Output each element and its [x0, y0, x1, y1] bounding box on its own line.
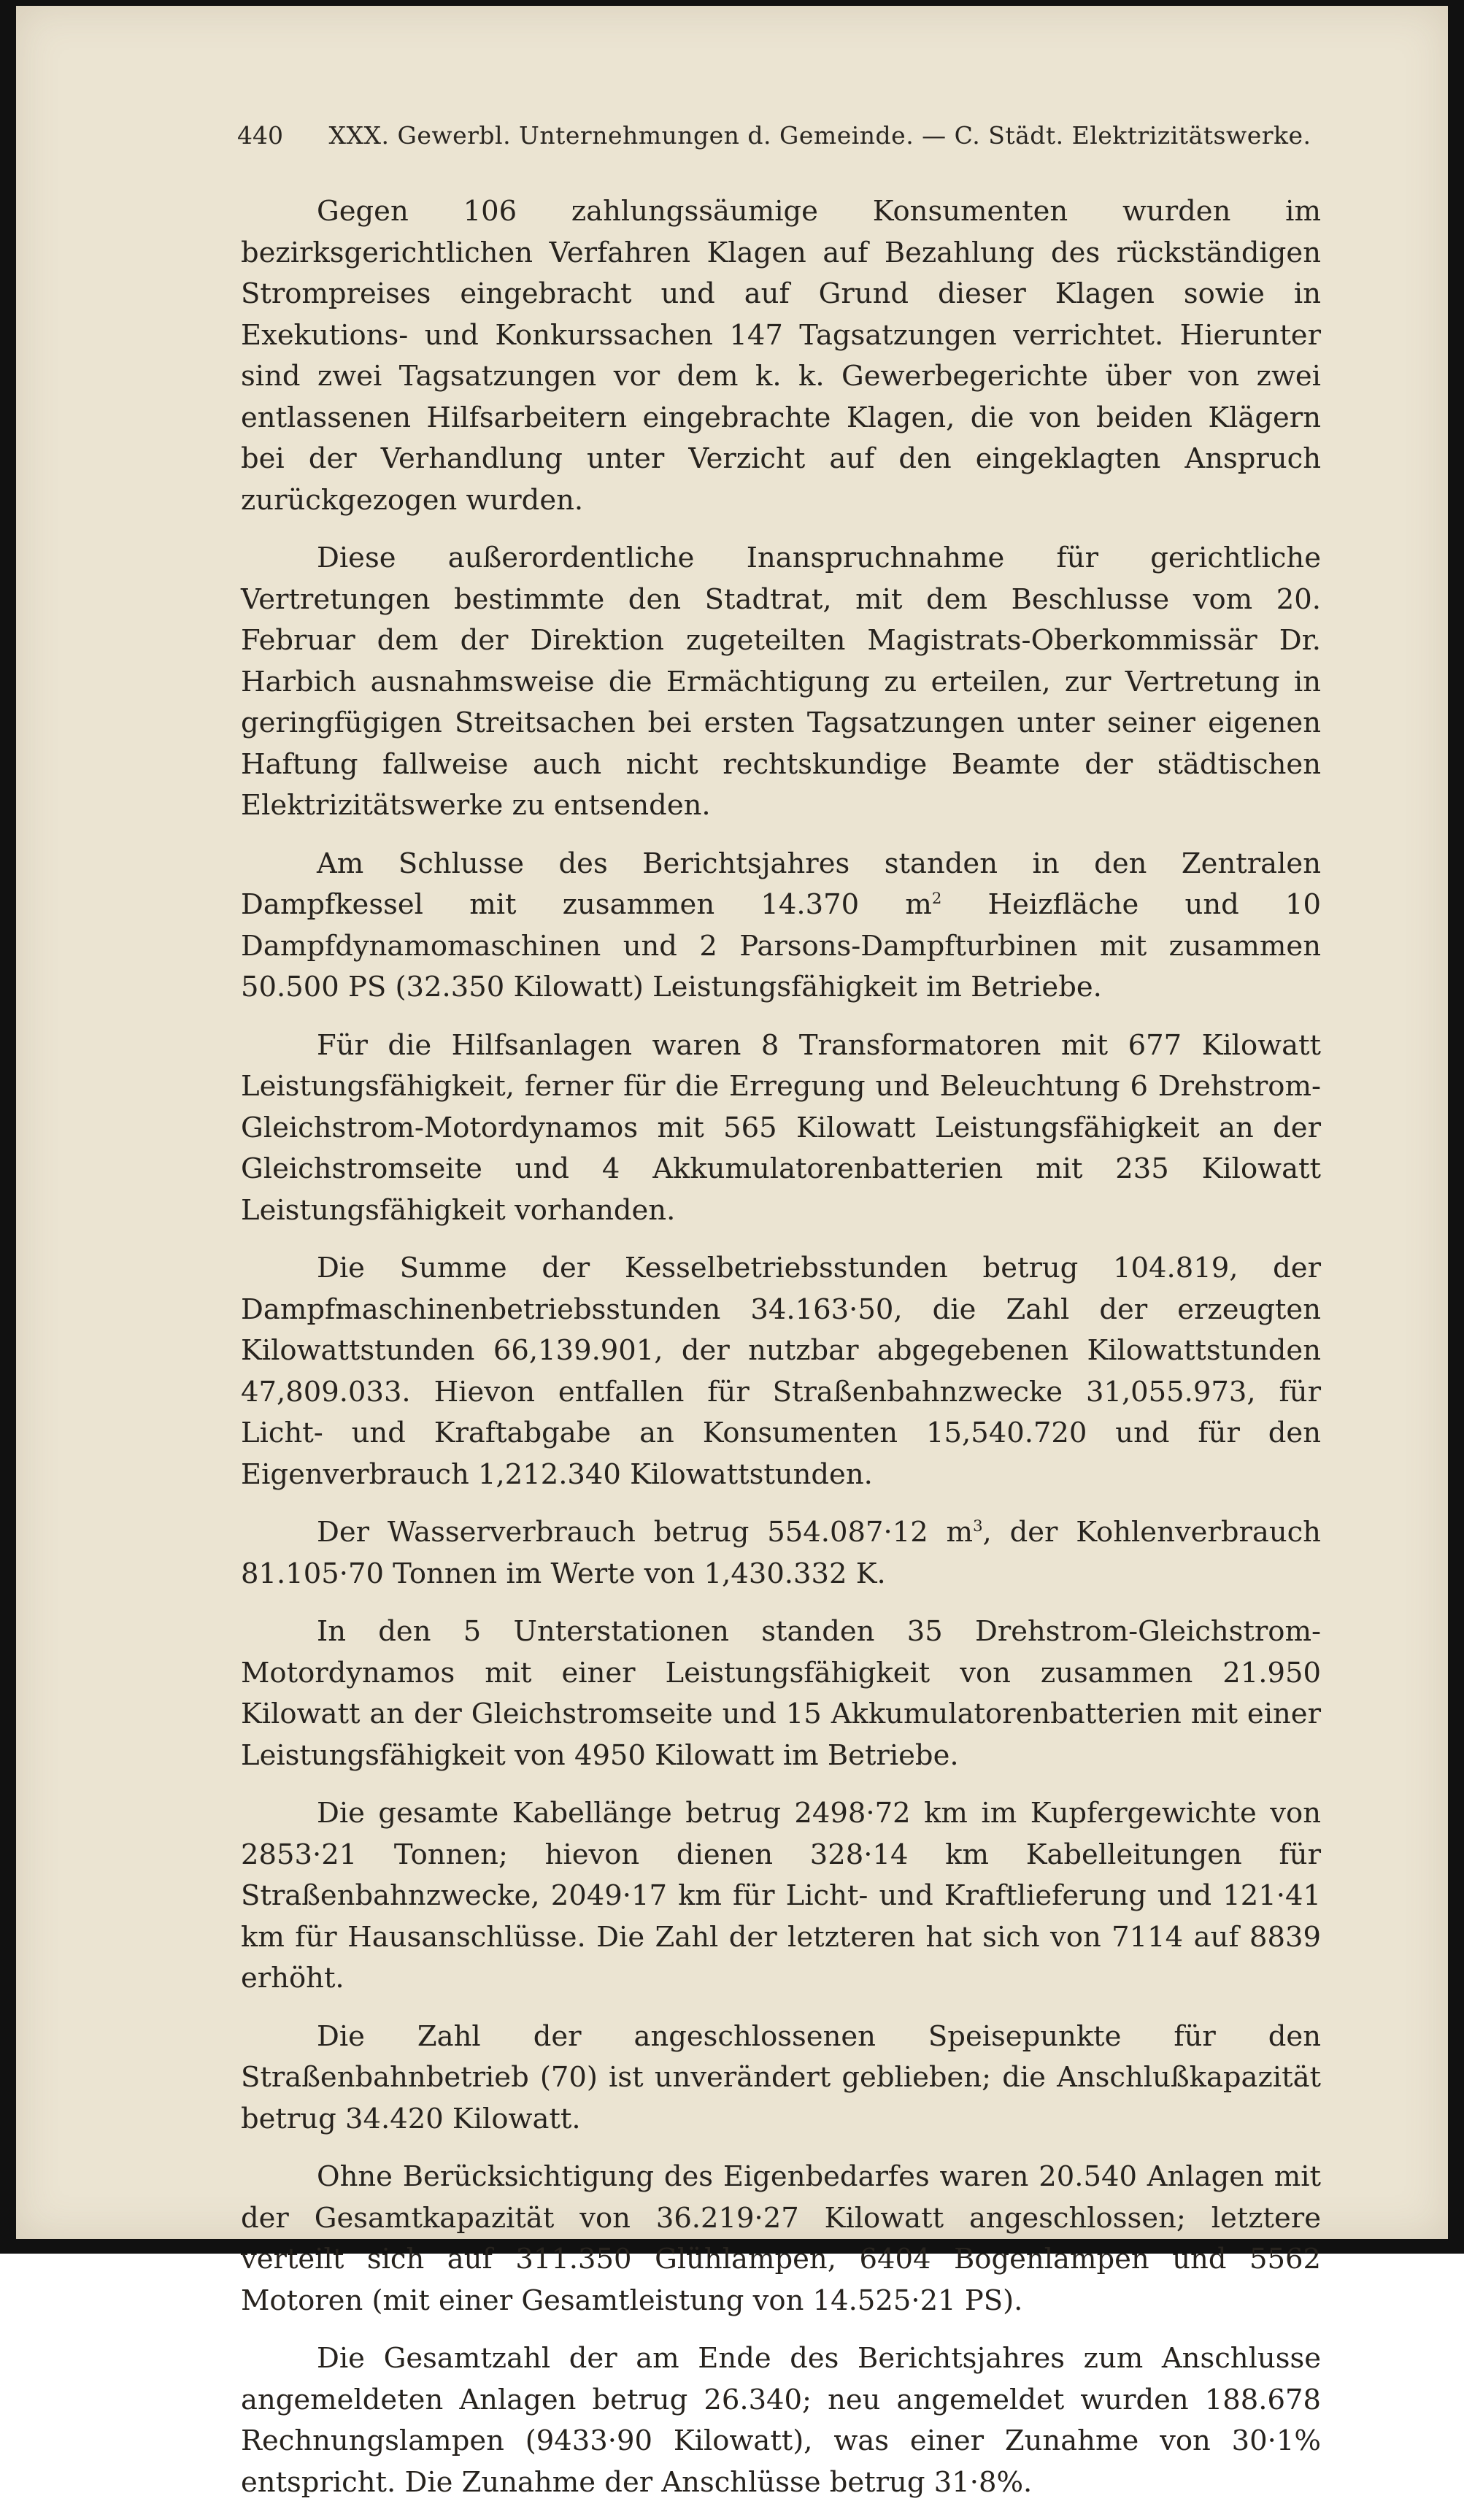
paragraph-water-coal: [241, 1512, 1321, 1595]
body-text: [241, 191, 1321, 2520]
paragraph-auxiliary-plants: Für die Hilfsanlagen waren 8 Transformatoren mit 677 Kilowatt Leistungsfähigkeit, ferner für die Erregung und Beleuchtung 6 Drehstrom-Gleichstrom-Motordynamos mit 565 Kilowatt Leistungsfähigkeit an der Gleichstromseite und 4 Akkumulatorenbatterien mit 235 Kilowatt Leistungsfähigkeit vorhanden.: [241, 1028, 1321, 1227]
paragraph-boilers-part1: Am Schlusse des Berichtsjahres standen in den Zentralen Dampfkessel mit zusammen 14.370 m: [241, 847, 1321, 921]
superscript-square: 2: [931, 889, 942, 908]
superscript-cubic: 3: [973, 1517, 983, 1535]
paragraph-water-part1: Der Wasserverbrauch betrug 554.087·12 m: [317, 1516, 974, 1549]
paragraph-cable-length: Die gesamte Kabellänge betrug 2498·72 km im Kupfergewichte von 2853·21 Tonnen; hievon dienen 328·14 km Kabelleitungen für Straßenbahnzwecke, 2049·17 km für Licht- und Kraftlieferung und 121·41 km für Hausanschlüsse. Die Zahl der letzteren hat sich von 7114 auf 8839 erhöht.: [241, 1797, 1321, 1995]
running-title: XXX. Gewerbl. Unternehmungen d. Gemeinde. — C. Städt. Elektrizitätswerke.: [328, 121, 1311, 150]
paragraph-water-part2: , der Kohlenverbrauch 81.105·70 Tonnen im Werte von 1,430.332 K.: [241, 1516, 1321, 1590]
paragraph-lawsuits: Gegen 106 zahlungssäumige Konsumenten wurden im bezirksgerichtlichen Verfahren Klagen auf Bezahlung des rückständigen Strompreises eingebracht und auf Grund dieser Klagen sowie in Exekutions- und Konkurssachen 147 Tagsatzungen verrichtet. Hierunter sind zwei Tagsatzungen vor dem k. k. Gewerbegerichte über von zwei entlassenen Hilfsarbeitern eingebrachte Klagen, die von beiden Klägern bei der Verhandlung unter Verzicht auf den eingeklagten Anspruch zurückgezogen wurden.: [241, 195, 1321, 517]
paragraph-legal-representation: Diese außerordentliche Inanspruchnahme für gerichtliche Vertretungen bestimmte den Stadtrat, mit dem Beschlusse vom 20. Februar dem der Direktion zugeteilten Magistrats-Oberkommissär Dr. Harbich ausnahmsweise die Ermächtigung zu erteilen, zur Vertretung in geringfügigen Streitsachen bei ersten Tagsatzungen unter seiner eigenen Haftung fallweise auch nicht rechtskundige Beamte der städtischen Elektrizitätswerke zu entsenden.: [241, 542, 1321, 822]
paragraph-substations: In den 5 Unterstationen standen 35 Drehstrom-Gleichstrom-Motordynamos mit einer Leistungsfähigkeit von zusammen 21.950 Kilowatt an der Gleichstromseite und 15 Akkumulatorenbatterien mit einer Leistungsfähigkeit von 4950 Kilowatt im Betriebe.: [241, 1615, 1321, 1772]
page-header: [237, 121, 1311, 150]
paragraph-feed-points: Die Zahl der angeschlossenen Speisepunkte für den Straßenbahnbetrieb (70) ist unverändert geblieben; die Anschlußkapazität betrug 34.420 Kilowatt.: [241, 2019, 1321, 2135]
paragraph-registrations: Die Gesamtzahl der am Ende des Berichtsjahres zum Anschlusse angemeldeten Anlagen betrug 26.340; neu angemeldet wurden 188.678 Rechnungslampen (9433·90 Kilowatt), was einer Zunahme von 30·1% entspricht. Die Zunahme der Anschlüsse betrug 31·8%.: [241, 2342, 1321, 2499]
paragraph-boilers: [241, 844, 1321, 1009]
page-number: 440: [237, 121, 283, 150]
paragraph-connected-plants: Ohne Berücksichtigung des Eigenbedarfes waren 20.540 Anlagen mit der Gesamtkapazität von 36.219·27 Kilowatt angeschlossen; letztere verteilt sich auf 311.350 Glühlampen, 6404 Bogenlampen und 5562 Motoren (mit einer Gesamtleistung von 14.525·21 PS).: [241, 2160, 1321, 2317]
paragraph-boilers-part2: Heizfläche und 10 Dampfdynamomaschinen und 2 Parsons-Dampfturbinen mit zusammen 50.500 PS (32.350 Kilowatt) Leistungsfähigkeit im Betriebe.: [241, 888, 1321, 1003]
paragraph-operating-hours: Die Summe der Kesselbetriebsstunden betrug 104.819, der Dampfmaschinenbetriebsstunden 34.163·50, die Zahl der erzeugten Kilowattstunden 66,139.901, der nutzbar abgegebenen Kilowattstunden 47,809.033. Hievon entfallen für Straßenbahnzwecke 31,055.973, für Licht- und Kraftabgabe an Konsumenten 15,540.720 und für den Eigenverbrauch 1,212.340 Kilowattstunden.: [241, 1252, 1321, 1491]
